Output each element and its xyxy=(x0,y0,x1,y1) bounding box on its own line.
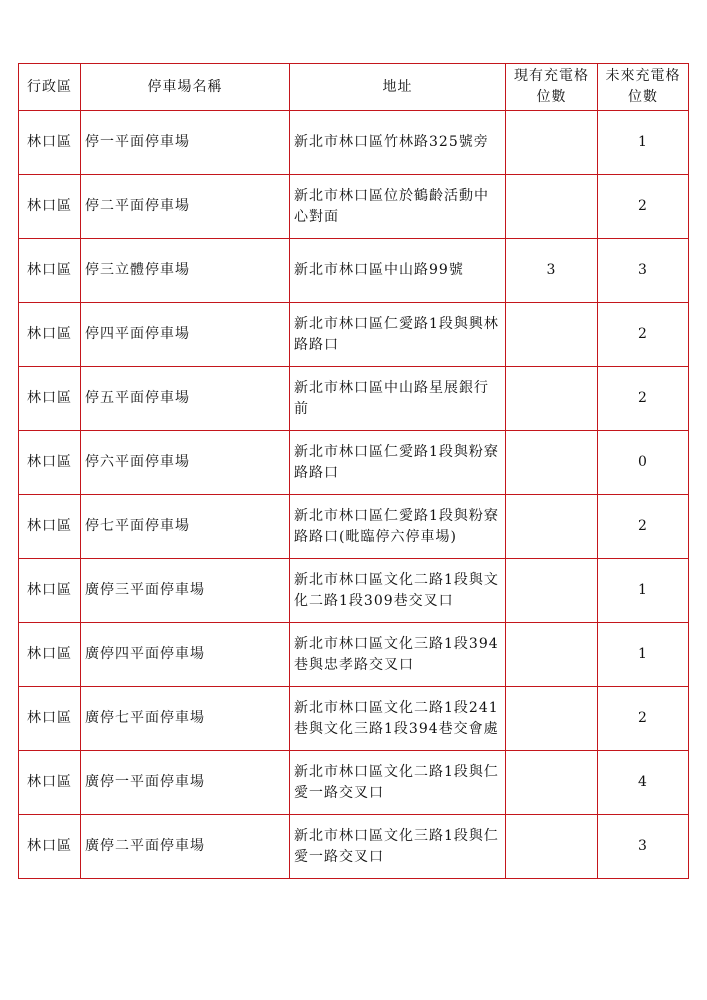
table-row xyxy=(19,495,689,559)
cell-future-chargers: 1 xyxy=(598,623,689,687)
header-current-chargers-line2: 位數 xyxy=(536,89,567,105)
table-row xyxy=(19,687,689,751)
cell-current-chargers xyxy=(506,751,598,815)
cell-district: 林口區 xyxy=(19,815,81,879)
cell-parking-name: 停七平面停車場 xyxy=(81,495,290,559)
cell-current-chargers xyxy=(506,495,598,559)
table-row xyxy=(19,431,689,495)
header-parking-name: 停車場名稱 xyxy=(81,64,290,111)
header-future-chargers-line2: 位數 xyxy=(628,89,658,105)
header-district: 行政區 xyxy=(19,64,81,111)
cell-address: 新北市林口區文化二路1段241巷與文化三路1段394巷交會處 xyxy=(290,687,506,751)
cell-current-chargers: 3 xyxy=(506,239,598,303)
cell-current-chargers xyxy=(506,303,598,367)
cell-parking-name: 停五平面停車場 xyxy=(81,367,290,431)
table-row xyxy=(19,367,689,431)
header-future-chargers-line1: 未來充電格 xyxy=(605,68,681,84)
cell-address: 新北市林口區中山路星展銀行前 xyxy=(290,367,506,431)
cell-future-chargers: 4 xyxy=(598,751,689,815)
table-header-row xyxy=(19,64,689,111)
cell-address: 新北市林口區文化二路1段與文化二路1段309巷交叉口 xyxy=(290,559,506,623)
cell-district: 林口區 xyxy=(19,623,81,687)
cell-district: 林口區 xyxy=(19,367,81,431)
table-row xyxy=(19,111,689,175)
table-row xyxy=(19,239,689,303)
cell-current-chargers xyxy=(506,687,598,751)
cell-current-chargers xyxy=(506,559,598,623)
cell-current-chargers xyxy=(506,111,598,175)
cell-district: 林口區 xyxy=(19,495,81,559)
cell-parking-name: 停六平面停車場 xyxy=(81,431,290,495)
cell-parking-name: 停二平面停車場 xyxy=(81,175,290,239)
cell-district: 林口區 xyxy=(19,559,81,623)
cell-future-chargers: 3 xyxy=(598,239,689,303)
cell-future-chargers: 3 xyxy=(598,815,689,879)
header-address: 地址 xyxy=(290,64,506,111)
cell-district: 林口區 xyxy=(19,239,81,303)
header-current-chargers xyxy=(506,64,598,111)
table-row xyxy=(19,559,689,623)
cell-address: 新北市林口區中山路99號 xyxy=(290,239,506,303)
cell-address: 新北市林口區文化二路1段與仁愛一路交叉口 xyxy=(290,751,506,815)
cell-address: 新北市林口區竹林路325號旁 xyxy=(290,111,506,175)
cell-future-chargers: 2 xyxy=(598,175,689,239)
table-body xyxy=(19,111,689,879)
cell-address: 新北市林口區文化三路1段394巷與忠孝路交叉口 xyxy=(290,623,506,687)
cell-parking-name: 停四平面停車場 xyxy=(81,303,290,367)
cell-district: 林口區 xyxy=(19,175,81,239)
cell-district: 林口區 xyxy=(19,751,81,815)
cell-future-chargers: 2 xyxy=(598,303,689,367)
cell-parking-name: 廣停二平面停車場 xyxy=(81,815,290,879)
cell-address: 新北市林口區仁愛路1段與粉寮路路口 xyxy=(290,431,506,495)
cell-address: 新北市林口區文化三路1段與仁愛一路交叉口 xyxy=(290,815,506,879)
cell-future-chargers: 0 xyxy=(598,431,689,495)
cell-parking-name: 停一平面停車場 xyxy=(81,111,290,175)
table-row xyxy=(19,623,689,687)
cell-future-chargers: 2 xyxy=(598,687,689,751)
table-row xyxy=(19,175,689,239)
cell-future-chargers: 2 xyxy=(598,495,689,559)
cell-current-chargers xyxy=(506,431,598,495)
header-current-chargers-line1: 現有充電格 xyxy=(514,68,589,84)
cell-future-chargers: 1 xyxy=(598,559,689,623)
cell-future-chargers: 2 xyxy=(598,367,689,431)
ev-charging-parking-table xyxy=(18,63,689,879)
cell-current-chargers xyxy=(506,175,598,239)
table-row xyxy=(19,751,689,815)
cell-parking-name: 廣停七平面停車場 xyxy=(81,687,290,751)
cell-address: 新北市林口區位於鶴齡活動中心對面 xyxy=(290,175,506,239)
cell-future-chargers: 1 xyxy=(598,111,689,175)
cell-district: 林口區 xyxy=(19,303,81,367)
cell-current-chargers xyxy=(506,367,598,431)
header-future-chargers xyxy=(598,64,689,111)
cell-district: 林口區 xyxy=(19,111,81,175)
cell-district: 林口區 xyxy=(19,431,81,495)
table-row xyxy=(19,815,689,879)
cell-parking-name: 廣停三平面停車場 xyxy=(81,559,290,623)
cell-district: 林口區 xyxy=(19,687,81,751)
cell-current-chargers xyxy=(506,623,598,687)
table-row xyxy=(19,303,689,367)
cell-address: 新北市林口區仁愛路1段與興林路路口 xyxy=(290,303,506,367)
cell-parking-name: 停三立體停車場 xyxy=(81,239,290,303)
cell-parking-name: 廣停四平面停車場 xyxy=(81,623,290,687)
cell-address: 新北市林口區仁愛路1段與粉寮路路口(毗臨停六停車場) xyxy=(290,495,506,559)
cell-parking-name: 廣停一平面停車場 xyxy=(81,751,290,815)
cell-current-chargers xyxy=(506,815,598,879)
